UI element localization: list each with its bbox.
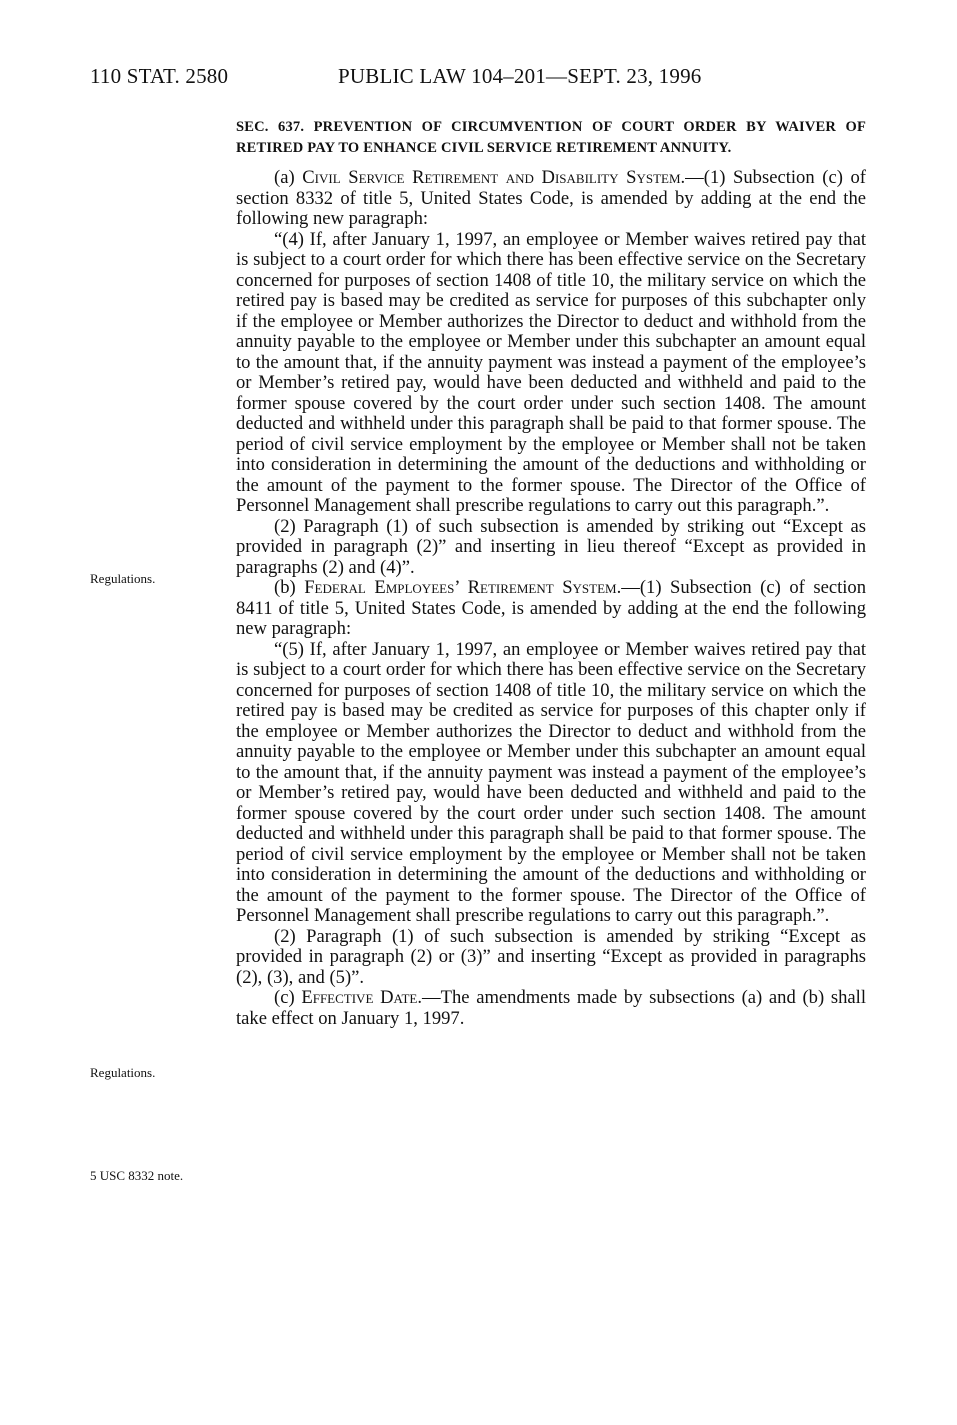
subsection-a-title: Civil Service Retirement and Disability System.: [302, 167, 686, 188]
document-body: [236, 117, 866, 1029]
quoted-paragraph-4: “(4) If, after January 1, 1997, an employee or Member waives retired pay that is subject to a court order for which there has been effective service on the Secretary concerned for purposes of section 1408 of title 10, the military service on which the retired pay is based may be credited as service for purposes of this subchapter only if the employee or Member authorizes the Director to deduct and withhold from the annuity payable to the employee or Member under this subchapter an amount equal to the amount that, if the annuity payment was instead a payment of the employee’s or Member’s retired pay, would have been deducted and withheld and paid to the former spouse covered by the court order under such section 1408. The amount deducted and withheld under this paragraph shall be paid to that former spouse. The period of civil service employment by the employee or Member shall not be taken into consideration in determining the amount of the deductions and withholding or the amount of the payment to the former spouse. The Director of the Office of Personnel Management shall prescribe regulations to carry out this paragraph.”.: [236, 228, 866, 516]
quoted-paragraph-5: “(5) If, after January 1, 1997, an employee or Member waives retired pay that is subject to a court order for which there has been effective service on the Secretary concerned for purposes of section 1408 of title 10, the military service on which the retired pay is based may be credited as service for purposes of this chapter only if the employee or Member authorizes the Director to deduct and withhold from the annuity payable to the employee or Member under this subchapter an amount equal to the amount that, if the annuity payment was instead a payment of the employee’s or Member’s retired pay, would have been deducted and withheld and paid to the former spouse covered by the court order under such section 1408. The amount deducted and withheld under this paragraph shall be paid to that former spouse. The period of civil service employment by the employee or Member shall not be taken into consideration in determining the amount of the deductions and withholding or the amount of the payment to the former spouse. The Director of the Office of Personnel Management shall prescribe regulations to carry out this paragraph.”.: [236, 638, 866, 926]
subsection-c-title: Effective Date.: [301, 987, 422, 1008]
subsection-a-paragraph-2: (2) Paragraph (1) of such subsection is amended by striking out “Except as provided in paragraph (2)” and inserting in lieu thereof “Except as provided in paragraphs (2) and (4)”.: [236, 515, 866, 578]
subsection-c-paragraph: [236, 988, 866, 1029]
subsection-b-text: —(1) Subsection (c) of section 8411 of title 5, United States Code, is amended by adding at the end the following new paragraph:: [236, 577, 866, 639]
subsection-c-text: —The amendments made by subsections (a) and (b) shall take effect on January 1, 1997.: [236, 987, 866, 1029]
subsection-c-label: (c): [274, 987, 295, 1008]
section-heading: SEC. 637. PREVENTION OF CIRCUMVENTION OF COURT ORDER BY WAIVER OF RETIRED PAY TO ENHANCE CIVIL SERVICE RETIREMENT ANNUITY.: [236, 119, 866, 156]
subsection-a-text: —(1) Subsection (c) of section 8332 of title 5, United States Code, is amended by adding at the end the following new paragraph:: [236, 167, 866, 229]
subsection-a-paragraph-1: [236, 168, 866, 230]
subsection-a-label: (a): [274, 167, 295, 188]
subsection-b-paragraph-1: [236, 578, 866, 640]
margin-note-regulations: Regulations.: [90, 571, 156, 586]
subsection-b-paragraph-2: (2) Paragraph (1) of such subsection is amended by striking “Except as provided in paragraph (2) or (3)” and inserting “Except as provided in paragraphs (2), (3), and (5)”.: [236, 925, 866, 988]
subsection-b-title: Federal Employees’ Retirement System.: [304, 577, 622, 598]
subsection-b-label: (b): [274, 577, 296, 598]
stat-citation: 110 STAT. 2580: [90, 64, 229, 88]
margin-note-usc: 5 USC 8332 note.: [90, 1168, 184, 1183]
public-law-citation: PUBLIC LAW 104–201—SEPT. 23, 1996: [338, 64, 702, 88]
margin-note-regulations: Regulations.: [90, 1065, 156, 1080]
